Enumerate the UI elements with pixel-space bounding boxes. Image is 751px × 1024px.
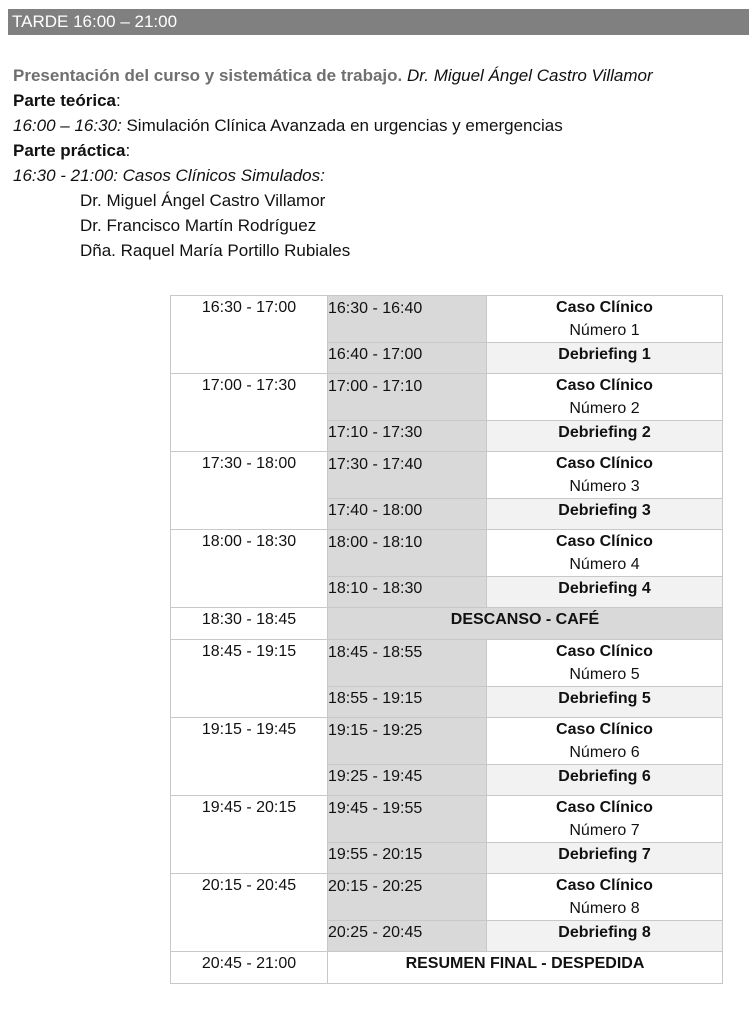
practice-session: 16:30 - 21:00: Casos Clínicos Simulados: xyxy=(13,166,325,185)
intro-section xyxy=(13,63,653,263)
case-title: Caso Clínico xyxy=(556,533,653,550)
break-row xyxy=(171,608,723,640)
block-time: 18:45 - 19:15 xyxy=(171,640,328,718)
case-time: 16:30 - 16:40 xyxy=(328,296,487,343)
case-title: Caso Clínico xyxy=(556,455,653,472)
case-number: Número 2 xyxy=(569,400,640,417)
table-row xyxy=(171,374,723,421)
case-cell xyxy=(487,452,723,499)
debrief-time: 20:25 - 20:45 xyxy=(328,921,487,952)
case-title: Caso Clínico xyxy=(556,377,653,394)
table-row xyxy=(171,640,723,687)
debrief-label: Debriefing 6 xyxy=(487,765,723,796)
case-time: 17:00 - 17:10 xyxy=(328,374,487,421)
block-time: 19:45 - 20:15 xyxy=(171,796,328,874)
case-time: 20:15 - 20:25 xyxy=(328,874,487,921)
table-row xyxy=(171,874,723,921)
case-title: Caso Clínico xyxy=(556,799,653,816)
debrief-time: 18:10 - 18:30 xyxy=(328,577,487,608)
break-label: DESCANSO - CAFÉ xyxy=(328,608,723,640)
debrief-label: Debriefing 5 xyxy=(487,687,723,718)
block-time: 19:15 - 19:45 xyxy=(171,718,328,796)
debrief-label: Debriefing 3 xyxy=(487,499,723,530)
debrief-label: Debriefing 7 xyxy=(487,843,723,874)
instructor-2: Dr. Francisco Martín Rodríguez xyxy=(80,216,317,235)
debrief-time: 18:55 - 19:15 xyxy=(328,687,487,718)
debrief-time: 19:25 - 19:45 xyxy=(328,765,487,796)
block-time: 16:30 - 17:00 xyxy=(171,296,328,374)
theory-heading: Parte teórica: xyxy=(13,91,121,110)
debrief-label: Debriefing 4 xyxy=(487,577,723,608)
block-time: 18:00 - 18:30 xyxy=(171,530,328,608)
debrief-label: Debriefing 1 xyxy=(487,343,723,374)
case-title: Caso Clínico xyxy=(556,877,653,894)
case-number: Número 4 xyxy=(569,556,640,573)
block-time: 17:00 - 17:30 xyxy=(171,374,328,452)
case-number: Número 1 xyxy=(569,322,640,339)
schedule-table xyxy=(170,295,723,984)
debrief-label: Debriefing 2 xyxy=(487,421,723,452)
case-cell xyxy=(487,874,723,921)
debrief-time: 17:40 - 18:00 xyxy=(328,499,487,530)
case-cell xyxy=(487,718,723,765)
section-title: TARDE 16:00 – 21:00 xyxy=(12,12,178,31)
case-number: Número 6 xyxy=(569,744,640,761)
presentation-speaker: Dr. Miguel Ángel Castro Villamor xyxy=(407,66,653,85)
block-time: 20:15 - 20:45 xyxy=(171,874,328,952)
table-row xyxy=(171,296,723,343)
case-title: Caso Clínico xyxy=(556,643,653,660)
case-number: Número 7 xyxy=(569,822,640,839)
block-time: 17:30 - 18:00 xyxy=(171,452,328,530)
case-cell xyxy=(487,796,723,843)
case-number: Número 3 xyxy=(569,478,640,495)
case-title: Caso Clínico xyxy=(556,299,653,316)
practice-heading: Parte práctica: xyxy=(13,141,131,160)
case-cell xyxy=(487,374,723,421)
presentation-line xyxy=(13,63,653,88)
case-time: 18:00 - 18:10 xyxy=(328,530,487,577)
instructor-3: Dña. Raquel María Portillo Rubiales xyxy=(80,241,351,260)
case-cell xyxy=(487,530,723,577)
case-cell xyxy=(487,640,723,687)
case-number: Número 8 xyxy=(569,900,640,917)
break-time: 18:30 - 18:45 xyxy=(171,608,328,640)
instructor-1: Dr. Miguel Ángel Castro Villamor xyxy=(80,191,326,210)
theory-topic: Simulación Clínica Avanzada en urgencias y emergencias xyxy=(126,116,563,135)
presentation-label: Presentación del curso y sistemática de trabajo. xyxy=(13,66,403,85)
case-title: Caso Clínico xyxy=(556,721,653,738)
case-time: 19:45 - 19:55 xyxy=(328,796,487,843)
debrief-time: 17:10 - 17:30 xyxy=(328,421,487,452)
final-time: 20:45 - 21:00 xyxy=(171,952,328,984)
debrief-time: 19:55 - 20:15 xyxy=(328,843,487,874)
table-row xyxy=(171,452,723,499)
case-time: 17:30 - 17:40 xyxy=(328,452,487,499)
table-row xyxy=(171,530,723,577)
case-number: Número 5 xyxy=(569,666,640,683)
final-label: RESUMEN FINAL - DESPEDIDA xyxy=(328,952,723,984)
section-header xyxy=(8,9,749,35)
theory-label: Parte teórica xyxy=(13,91,116,110)
case-cell xyxy=(487,296,723,343)
theory-time: 16:00 – 16:30: xyxy=(13,116,122,135)
debrief-label: Debriefing 8 xyxy=(487,921,723,952)
case-time: 19:15 - 19:25 xyxy=(328,718,487,765)
table-row xyxy=(171,718,723,765)
debrief-time: 16:40 - 17:00 xyxy=(328,343,487,374)
theory-line xyxy=(13,113,653,138)
table-row xyxy=(171,796,723,843)
case-time: 18:45 - 18:55 xyxy=(328,640,487,687)
practice-label: Parte práctica xyxy=(13,141,126,160)
final-row xyxy=(171,952,723,984)
